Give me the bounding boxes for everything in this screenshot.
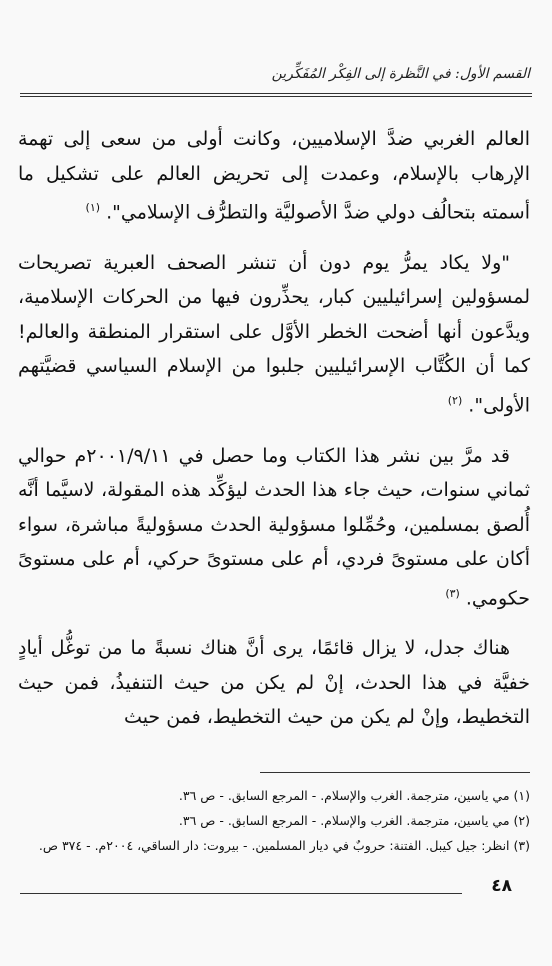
footnote-1: (١) مي ياسين، مترجمة. الغرب والإسلام. - المرجع السابق. - ص ٣٦.: [178, 788, 530, 803]
paragraph-1: [18, 122, 530, 230]
footer-rule: [20, 893, 462, 894]
paragraph-text: قد مرَّ بين نشر هذا الكتاب وما حصل في ٢٠٠١/٩/١١م حوالي ثماني سنوات، حيث جاء هذا الحدث ليؤكِّد هذه المقولة، لاسيَّما أنَّه أُلصق بمسلمين، وحُمِّلوا مسؤولية الحدث مسؤوليةً مباشرة، سواء أكان على مستوىً فردي، أم على مستوىً حركي، أم على مستوىً حكومي.: [18, 444, 530, 609]
page-number: ٤٨: [491, 876, 512, 896]
footnote-3: (٣) انظر: جيل كيبل. الفتنة: حروبٌ في ديار المسلمين. - بيروت: دار الساقي، ٢٠٠٤م. - ٣٧٤ ص.: [38, 838, 530, 853]
paragraph-4: [18, 631, 530, 735]
paragraph-2: [18, 246, 530, 423]
footnote-ref: (١): [85, 201, 101, 214]
footnote-ref: (٣): [445, 586, 460, 600]
body-text: [18, 122, 530, 751]
header-rule-double: [20, 96, 532, 97]
paragraph-3: [18, 439, 530, 616]
paragraph-text: هناك جدل، لا يزال قائمًا، يرى أنَّ هناك نسبةً ما من توغُّل أيادٍ خفيَّة في هذا الحدث، إنْ لم يكن من حيث التنفيذُ، فمن حيث التخطيط، وإنْ لم يكن من حيث التخطيط، فمن حيث: [18, 637, 530, 729]
paragraph-text: "ولا يكاد يمرُّ يوم دون أن تنشر الصحف العبرية تصريحات لمسؤولين إسرائيليين كبار، يحذِّرون فيها من الحركات الإسلامية، ويدَّعون أنها أضحت الخطر الأوَّل على استقرار المنطقة والعالم! كما أن الكُتَّاب الإسرائيليين جلبوا من الإسلام السياسي قضيَّتهم الأولى".: [18, 251, 530, 417]
paragraph-text: العالم الغربي ضدَّ الإسلاميين، وكانت أولى من سعى إلى تهمة الإرهاب بالإسلام، وعمدت إلى تحريض العالم على تشكيل ما أسمته بتحالُف دولي ضدَّ الأصوليَّة والتطرُّف الإسلامي".: [18, 128, 530, 224]
footnote-separator: [260, 772, 530, 773]
header-rule: [20, 93, 532, 94]
footnote-ref: (٢): [447, 393, 463, 407]
running-header: القسم الأول: في النَّظرة إلى الفِكْر المُفَكِّرين: [271, 66, 530, 82]
footnotes: [20, 783, 530, 858]
footnote-2: (٢) مي ياسين، مترجمة. الغرب والإسلام. - المرجع السابق. - ص ٣٦.: [178, 813, 530, 828]
